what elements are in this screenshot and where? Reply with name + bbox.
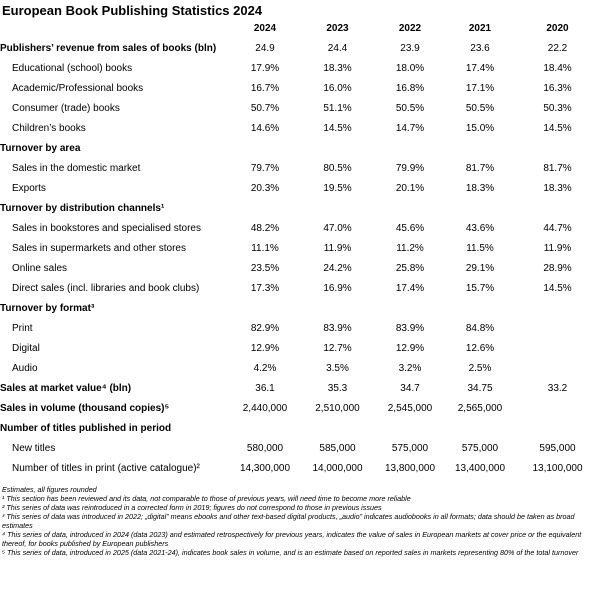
table-cell xyxy=(515,398,600,418)
table-row xyxy=(0,318,600,338)
table-row xyxy=(0,78,600,98)
table-cell xyxy=(230,198,300,218)
table-cell: 18.3% xyxy=(323,62,352,74)
table-cell: 29.1% xyxy=(465,262,495,274)
table-cell: 81.7% xyxy=(543,162,572,174)
table-row xyxy=(0,298,600,318)
table-row xyxy=(0,58,600,78)
table-cell: 11.2% xyxy=(396,242,424,254)
row-label: Sales in bookstores and specialised stores xyxy=(12,222,201,234)
table-cell: 16.0% xyxy=(323,82,352,94)
table-cell: 16.8% xyxy=(395,82,425,94)
table-cell: 18.4% xyxy=(543,62,572,74)
table-cell: 16.7% xyxy=(250,82,280,94)
table-cell xyxy=(300,298,375,318)
row-label: Academic/Professional books xyxy=(12,82,144,94)
table-cell xyxy=(445,418,515,438)
table-cell: 18.3% xyxy=(465,182,495,194)
table-row xyxy=(0,338,600,358)
table-cell: 19.5% xyxy=(323,182,352,194)
table-cell: 34.75 xyxy=(467,382,493,394)
table-row xyxy=(0,178,600,198)
footnote: Estimates, all figures rounded xyxy=(2,485,97,494)
table-cell xyxy=(515,338,600,358)
table-cell: 15.7% xyxy=(465,282,495,294)
table-cell xyxy=(375,138,445,158)
table-cell xyxy=(515,418,600,438)
table-cell: 575,000 xyxy=(461,442,499,454)
table-cell: 595,000 xyxy=(539,442,576,454)
table-cell: 50.3% xyxy=(543,102,572,114)
section-label: Number of titles published in period xyxy=(0,422,172,434)
footnote: ³ This series of data was introduced in 2022; „digital” means ebooks and other text-based digital products, „audio” indicates audiobooks in all formats; data should be taken as broad estimates xyxy=(2,512,575,530)
table-cell: 83.9% xyxy=(395,322,425,334)
table-row xyxy=(0,258,600,278)
table-cell: 3.5% xyxy=(326,362,349,374)
table-cell: 2.5% xyxy=(468,362,492,374)
table-cell xyxy=(230,418,300,438)
table-cell: 2,510,000 xyxy=(315,402,360,414)
table-cell xyxy=(445,198,515,218)
table-cell: 83.9% xyxy=(323,322,352,334)
row-label: Educational (school) books xyxy=(12,62,133,74)
table-cell: 3.2% xyxy=(398,362,422,374)
table-cell: 16.3% xyxy=(543,82,572,94)
table-cell: 18.3% xyxy=(543,182,572,194)
table-cell: 79.7% xyxy=(250,162,280,174)
table-cell: 23.9 xyxy=(400,42,420,54)
table-cell xyxy=(515,138,600,158)
table-cell: 80.5% xyxy=(323,162,352,174)
section-label: Turnover by distribution channels¹ xyxy=(0,202,165,214)
table-cell: 17.3% xyxy=(250,282,280,294)
table-cell: 82.9% xyxy=(250,322,280,334)
table-cell: 33.2 xyxy=(547,382,568,394)
table-cell xyxy=(515,318,600,338)
table-cell: 11.5% xyxy=(466,242,494,254)
footnote: ² This series of data was reintroduced in a corrected form in 2019; figures do not correspond to those in previous issues xyxy=(2,503,382,512)
section-label: Sales at market value⁴ (bln) xyxy=(0,382,132,394)
row-label: Consumer (trade) books xyxy=(12,102,120,114)
footnotes xyxy=(2,485,598,557)
table-cell: 23.6 xyxy=(470,42,490,54)
table-row xyxy=(0,118,600,138)
row-label: New titles xyxy=(12,442,56,454)
table-cell: 11.9% xyxy=(323,242,352,254)
table-cell: 51.1% xyxy=(323,102,352,114)
table-cell: 36.1 xyxy=(255,382,275,394)
table-row xyxy=(0,398,600,418)
table-cell: 24.9 xyxy=(255,42,275,54)
table-cell: 17.9% xyxy=(250,62,280,74)
table-cell: 24.4 xyxy=(327,42,348,54)
table-cell: 23.5% xyxy=(250,262,280,274)
table-row xyxy=(0,98,600,118)
table-cell: 50.7% xyxy=(250,102,280,114)
row-label: Digital xyxy=(12,342,40,354)
year-header: 2022 xyxy=(398,22,422,34)
table-cell: 20.1% xyxy=(395,182,425,194)
table-cell: 28.9% xyxy=(543,262,572,274)
year-header: 2023 xyxy=(326,22,349,34)
table-row xyxy=(0,358,600,378)
table-row xyxy=(0,138,600,158)
table-cell: 2,565,000 xyxy=(457,402,503,414)
section-label: Sales in volume (thousand copies)⁵ xyxy=(0,402,170,414)
table-cell: 22.2 xyxy=(547,42,568,54)
table-cell xyxy=(300,198,375,218)
table-cell: 2,440,000 xyxy=(242,402,288,414)
page-title: European Book Publishing Statistics 2024 xyxy=(2,3,263,18)
table-cell: 17.4% xyxy=(465,62,495,74)
row-label: Audio xyxy=(12,362,38,374)
row-label: Sales in supermarkets and other stores xyxy=(12,242,186,254)
table-cell xyxy=(230,138,300,158)
table-cell: 14.5% xyxy=(323,122,352,134)
table-cell: 14.6% xyxy=(250,122,280,134)
table-cell xyxy=(375,418,445,438)
table-cell: 12.6% xyxy=(465,342,495,354)
table-row xyxy=(0,458,600,478)
table-cell: 14.5% xyxy=(543,122,572,134)
table-cell: 14,000,000 xyxy=(312,462,363,474)
table-cell: 14,300,000 xyxy=(239,462,291,474)
table-cell xyxy=(445,298,515,318)
table-cell: 13,400,000 xyxy=(454,462,506,474)
table-cell: 13,100,000 xyxy=(532,462,583,474)
table-cell xyxy=(515,298,600,318)
table-cell: 50.5% xyxy=(395,102,425,114)
row-label: Print xyxy=(12,322,33,334)
table-row xyxy=(0,438,600,458)
table-cell xyxy=(375,298,445,318)
table-cell: 18.0% xyxy=(395,62,425,74)
table-row xyxy=(0,198,600,218)
row-label: Direct sales (incl. libraries and book clubs) xyxy=(12,282,200,294)
row-label: Children’s books xyxy=(12,122,86,134)
table-row xyxy=(0,418,600,438)
table-cell: 11.1% xyxy=(251,242,279,254)
table-cell: 12.7% xyxy=(323,342,352,354)
table-cell: 2,545,000 xyxy=(387,402,433,414)
table-cell: 17.1% xyxy=(465,82,495,94)
table-cell: 25.8% xyxy=(395,262,425,274)
table-cell: 16.9% xyxy=(323,282,352,294)
table-cell xyxy=(300,418,375,438)
table-cell: 14.7% xyxy=(395,122,425,134)
table-cell: 15.0% xyxy=(465,122,495,134)
statistics-table xyxy=(0,18,600,478)
table-cell: 81.7% xyxy=(465,162,495,174)
table-row xyxy=(0,238,600,258)
row-label: Sales in the domestic market xyxy=(12,162,141,174)
row-label: Number of titles in print (active catalogue)² xyxy=(12,462,200,474)
table-cell: 575,000 xyxy=(391,442,429,454)
section-label: Publishers’ revenue from sales of books (bln) xyxy=(0,42,217,54)
footnote: ¹ This section has been reviewed and its data, not comparable to those of previous years, will need time to become more reliable xyxy=(2,494,411,503)
table-cell xyxy=(375,198,445,218)
table-cell: 580,000 xyxy=(246,442,284,454)
table-cell: 44.7% xyxy=(543,222,572,234)
table-cell: 13,800,000 xyxy=(384,462,436,474)
year-header: 2020 xyxy=(546,22,569,34)
table-cell: 34.7 xyxy=(400,382,420,394)
table-row xyxy=(0,278,600,298)
header-blank xyxy=(0,18,230,38)
table-cell: 79.9% xyxy=(395,162,425,174)
table-cell xyxy=(445,138,515,158)
table-cell xyxy=(300,138,375,158)
footnote: ⁵ This series of data, introduced in 2025 (data 2021-24), indicates book sales in volume, and is an estimate based on reported sales in markets representing 80% of the total turnover xyxy=(2,548,579,557)
table-cell: 84.8% xyxy=(465,322,495,334)
table-cell: 12.9% xyxy=(395,342,425,354)
year-header: 2021 xyxy=(468,22,492,34)
table-body xyxy=(0,38,600,478)
section-label: Turnover by format³ xyxy=(0,302,95,314)
table-cell: 50.5% xyxy=(465,102,495,114)
section-label: Turnover by area xyxy=(0,142,81,154)
table-cell: 47.0% xyxy=(323,222,352,234)
table-cell: 43.6% xyxy=(465,222,495,234)
table-cell xyxy=(515,198,600,218)
table-row xyxy=(0,218,600,238)
year-header: 2024 xyxy=(253,22,277,34)
row-label: Online sales xyxy=(12,262,68,274)
table-row xyxy=(0,158,600,178)
table-row xyxy=(0,38,600,58)
table-cell: 4.2% xyxy=(253,362,277,374)
footnote: ⁴ This series of data, introduced in 2024 (data 2023) and estimated retrospectively for previous years, indicates the value of sales in European markets at cover price or the equivalent thereof, for books published by European publishers xyxy=(2,530,582,548)
table-cell: 24.2% xyxy=(323,262,352,274)
table-cell: 585,000 xyxy=(319,442,356,454)
year-header-row xyxy=(0,18,600,38)
table-cell: 14.5% xyxy=(543,282,572,294)
table-cell: 45.6% xyxy=(395,222,425,234)
table-cell: 17.4% xyxy=(395,282,425,294)
table-cell: 11.9% xyxy=(543,242,572,254)
table-row xyxy=(0,378,600,398)
table-cell xyxy=(230,298,300,318)
table-cell xyxy=(515,358,600,378)
table-cell: 12.9% xyxy=(250,342,280,354)
table-cell: 35.3 xyxy=(327,382,348,394)
table-cell: 20.3% xyxy=(250,182,280,194)
row-label: Exports xyxy=(12,182,46,194)
table-cell: 48.2% xyxy=(250,222,280,234)
